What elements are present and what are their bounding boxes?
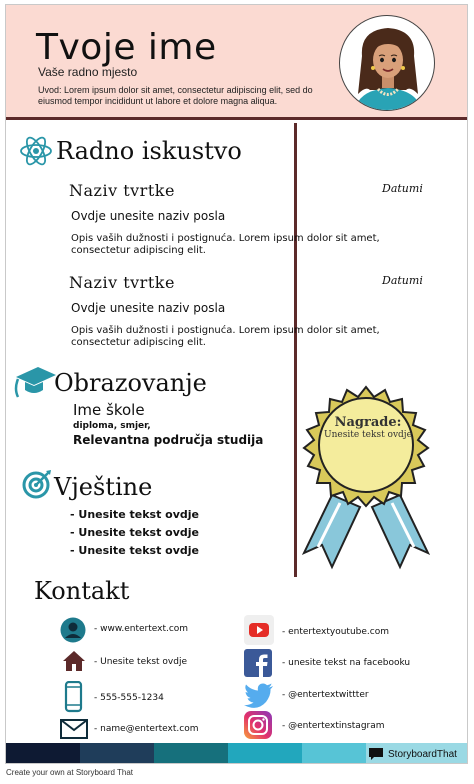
job-position: Vaše radno mjesto xyxy=(38,65,138,79)
phone-icon xyxy=(64,681,84,713)
header-divider xyxy=(6,117,467,120)
color-bar-segment xyxy=(80,743,154,763)
footer-credit[interactable]: Create your own at Storyboard That xyxy=(6,768,134,777)
contact-instagram: - @entertextinstagram xyxy=(282,721,385,731)
skill-item: - Unesite tekst ovdje xyxy=(70,526,199,539)
contact-heading: Kontakt xyxy=(34,577,130,605)
website-user-icon xyxy=(60,617,86,643)
contact-twitter: - @entertextwittter xyxy=(282,690,369,700)
color-bar-segment xyxy=(302,743,366,763)
job-description: Opis vaših dužnosti i postignuća. Lorem ipsum dolor sit amet, consectetur adipiscing elit. xyxy=(71,233,380,256)
instagram-icon xyxy=(244,711,272,739)
job-dates: Datumi xyxy=(382,274,423,287)
contact-address: - Unesite tekst ovdje xyxy=(94,657,187,667)
storyboardthat-logo[interactable] xyxy=(368,746,463,762)
color-bar-segment xyxy=(228,743,302,763)
degree-text: diploma, smjer, xyxy=(73,421,151,431)
award-text: Unesite tekst ovdje xyxy=(324,430,412,440)
youtube-icon xyxy=(244,615,274,645)
contact-youtube: - entertextyoutube.com xyxy=(282,627,389,637)
education-heading: Obrazovanje xyxy=(54,369,207,397)
logo-text: StoryboardThat xyxy=(388,748,457,760)
resume-name: Tvoje ime xyxy=(36,27,217,68)
twitter-icon xyxy=(244,683,274,709)
school-name: Ime škole xyxy=(73,401,145,419)
job-company: Naziv tvrtke xyxy=(69,181,175,200)
contact-facebook: - unesite tekst na facebooku xyxy=(282,658,411,668)
experience-heading: Radno iskustvo xyxy=(56,137,242,165)
skills-heading: Vještine xyxy=(54,473,153,501)
speech-bubble-icon xyxy=(368,747,384,761)
job-description: Opis vaših dužnosti i postignuća. Lorem ipsum dolor sit amet, consectetur adipiscing elit. xyxy=(71,325,380,348)
contact-phone: - 555-555-1234 xyxy=(94,693,164,703)
graduation-cap-icon xyxy=(12,363,56,399)
study-field: Relevantna područja studija xyxy=(73,433,264,447)
job-title: Ovdje unesite naziv posla xyxy=(71,209,226,223)
award-title: Nagrade: xyxy=(334,415,402,430)
job-title: Ovdje unesite naziv posla xyxy=(71,301,226,315)
avatar xyxy=(339,15,435,111)
color-bar-segment xyxy=(6,743,80,763)
job-dates: Datumi xyxy=(382,182,423,195)
home-icon xyxy=(62,649,86,673)
job-company: Naziv tvrtke xyxy=(69,273,175,292)
skill-item: - Unesite tekst ovdje xyxy=(70,508,199,521)
mail-icon xyxy=(60,719,88,739)
atom-icon xyxy=(18,133,54,169)
skill-item: - Unesite tekst ovdje xyxy=(70,544,199,557)
resume-page xyxy=(5,4,468,764)
intro-text: Uvod: Lorem ipsum dolor sit amet, consectetur adipiscing elit, sed do eiusmod tempor incididunt ut labore et dolore magna aliqua. xyxy=(38,85,313,106)
facebook-icon xyxy=(244,649,272,677)
target-icon xyxy=(22,469,52,499)
contact-email: - name@entertext.com xyxy=(94,724,199,734)
contact-website: - www.entertext.com xyxy=(94,624,189,634)
color-bar-segment xyxy=(154,743,228,763)
